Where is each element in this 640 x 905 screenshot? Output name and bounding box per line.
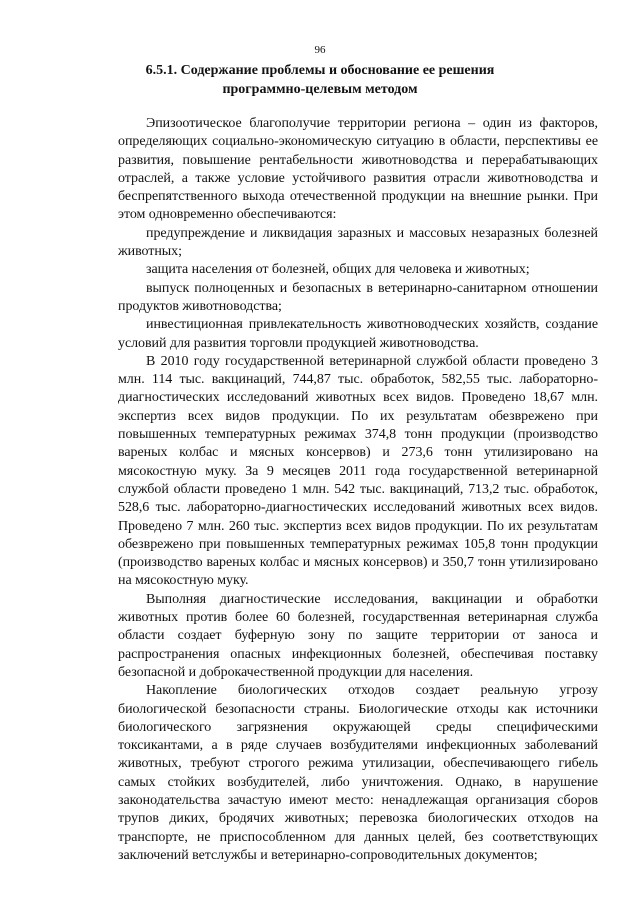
paragraph-diagnostics: Выполняя диагностические исследования, вакцинации и обработки животных против более 60 болезней, государственная ветеринарная служба области создает буферную зону по защите территории от заноса и распространения опасных инфекционных болезней, обеспечивая поставку безопасной и доброкачественной продукции для населения. [118,591,598,680]
list-item-production: выпуск полноценных и безопасных в ветеринарно-санитарном отношении продуктов животноводства; [118,280,598,314]
paragraph-statistics: В 2010 году государственной ветеринарной службой области проведено 3 млн. 114 тыс. вакцинаций, 744,87 тыс. обработок, 582,55 тыс. лабораторно-диагностических исследований животных всех видов. Проведено 18,67 млн. экспертиз всех видов продукции. По их результатам обезврежено при повышенных температурных режимах 374,8 тонн продукции (производство вареных колбас и мясных консервов) и 273,6 тонн утилизировано на мясокостную муку. За 9 месяцев 2011 года государственной ветеринарной службой области проведено 1 млн. 542 тыс. вакцинаций, 713,2 тыс. обработок, 528,6 тыс. лабораторно-диагностических исследований животных всех видов. Проведено 7 млн. 260 тыс. экспертиз всех видов продукции. По их результатам обезврежено при повышенных температурных режимах 105,8 тонн продукции (производство вареных колбас и мясных консервов) и 350,7 тонн утилизировано на мясокостную муку. [118,353,598,589]
section-heading-line-1: 6.5.1. Содержание проблемы и обоснование ее решения [145,63,495,78]
list-item-prevention: предупреждение и ликвидация заразных и массовых незаразных болезней животных; [118,225,598,260]
list-item-investment: инвестиционная привлекательность животноводческих хозяйств, создание условий для развития торговли продукцией животноводства. [118,317,598,351]
page-number: 96 [314,44,326,56]
list-item-protection: защита населения от болезней, общих для человека и животных; [146,262,530,278]
paragraph-biological-waste: Накопление биологических отходов создает реальную угрозу биологической безопасности страны. Биологические отходы как источники биологического загрязнения окружающей среды специфическими токсикантами, а в ряде случаев возбудителями инфекционных заболеваний животных, требуют строгого режима утилизации, обеспечивающего гибель самых стойких возбудителей, либо уничтожения. Однако, в нарушение законодательства зачастую имеют место: ненадлежащая организация сборов трупов диких, бродячих животных; перевозка биологических отходов на транспорте, не приспособленном для данных целей, без соответствующих заключений ветслужбы и ветеринарно-сопроводительных документов; [118,683,598,863]
section-heading [110,62,530,99]
section-heading-line-2: программно-целевым методом [222,81,418,97]
paragraph-intro: Эпизоотическое благополучие территории региона – один из факторов, определяющих социально-экономическую ситуацию в области, перспективы ее развития, повышение рентабельности животноводства и перерабатывающих отраслей, а также условие устойчивого развития отрасли животноводства и беспрепятственного выхода отечественной продукции на внешние рынки. При этом одновременно обеспечиваются: [118,116,598,223]
body-text [118,115,598,865]
